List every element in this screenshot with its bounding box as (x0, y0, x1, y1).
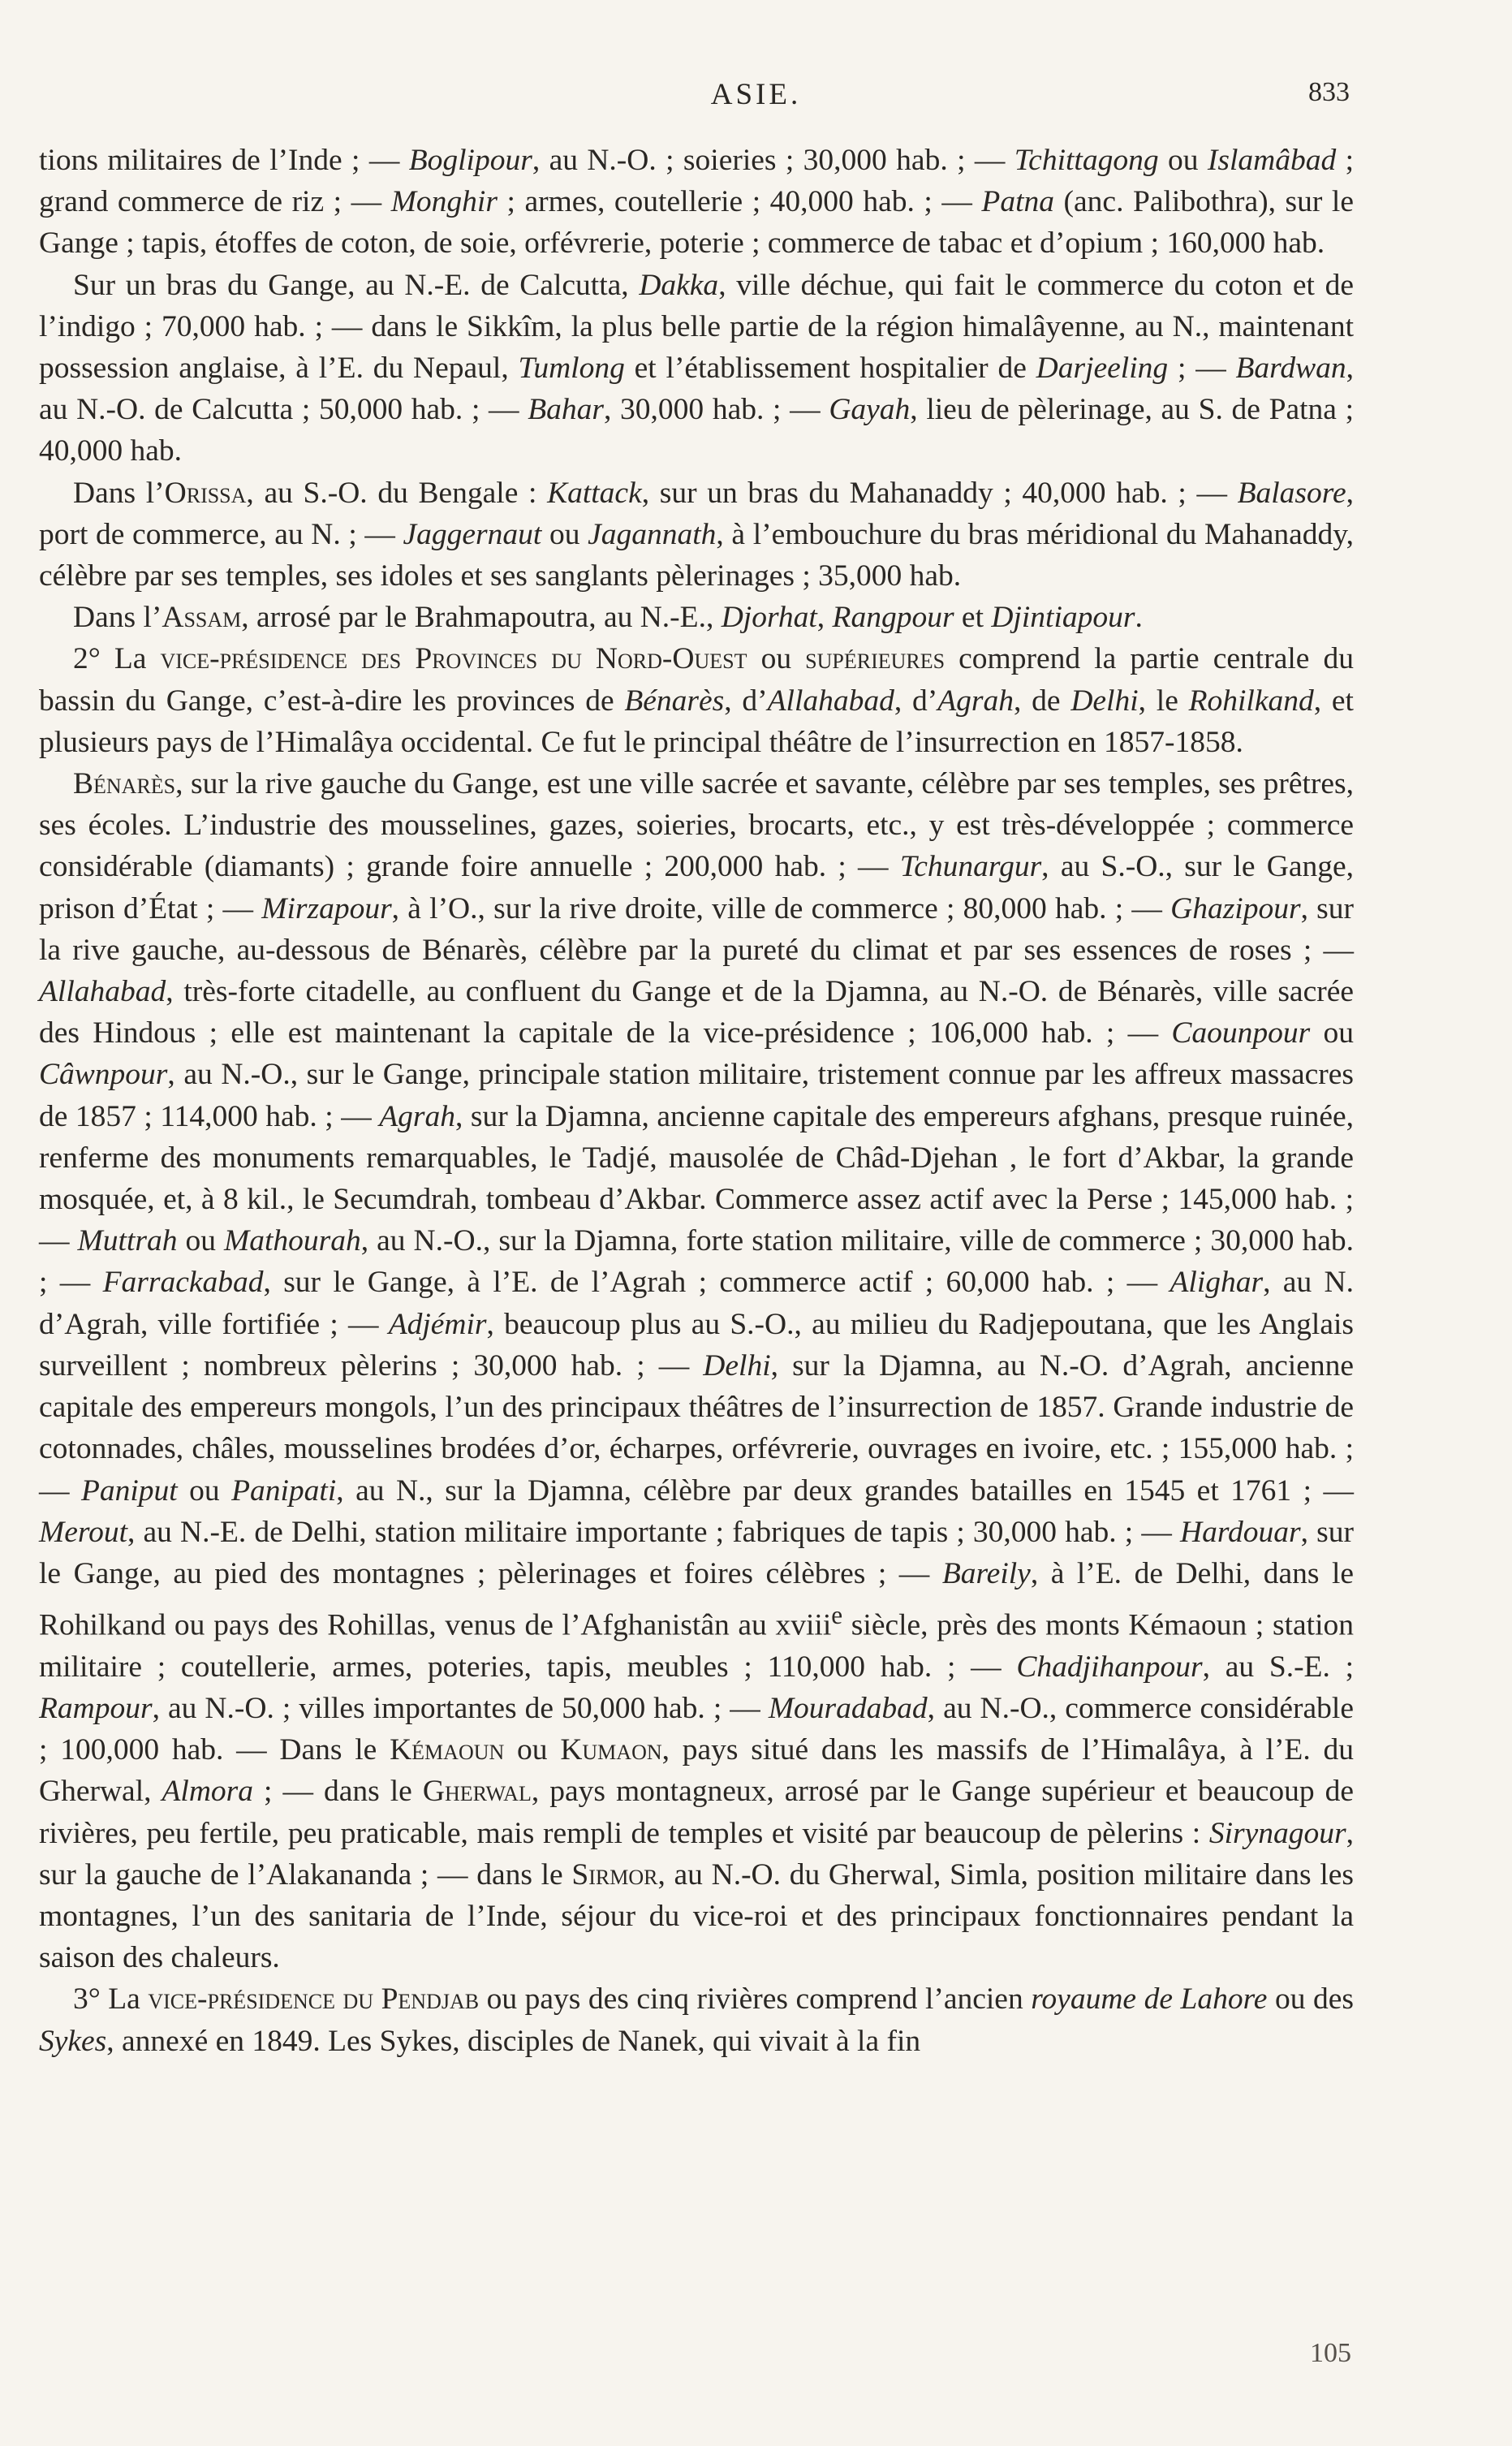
place-name: Bareily (941, 1556, 1031, 1590)
text-run: , sur la Djamna, ancienne capitale des empereurs afghans, presque ruinée, renferme des monuments remarquables, le Tadjé, mausolée de Châd-Djehan , le fort d’Akbar, la grande mosquée, et, à 8 kil., le Secumdrah, tombeau d’Akbar. Commerce assez actif avec la Perse ; 145,000 hab. ; — (39, 1099, 1354, 1258)
text-run: , au N., sur la Djamna, célèbre par deux grandes batailles en 1545 et 1761 ; — (336, 1473, 1354, 1508)
text-run: , beaucoup plus au S.-O., au milieu du Radjepoutana, que les Anglais surveillent ; nombreux pèlerins ; 30,000 hab. ; — (39, 1307, 1354, 1383)
text-run: Dans l’ (73, 601, 162, 635)
place-name: Djintiapour (991, 601, 1135, 635)
text-run: , (816, 601, 833, 635)
paragraph (39, 763, 1354, 1978)
text-run: ou (541, 517, 588, 551)
place-name: Chadjihanpour (1016, 1650, 1203, 1684)
text-run: , sur le Gange, au pied des montagnes ; pèlerinages et foires célèbres ; — (39, 1515, 1354, 1590)
text-run: , port de commerce, au N. ; — (39, 476, 1354, 551)
place-name: Mirzapour (261, 891, 392, 925)
text-run: et (954, 601, 992, 635)
text-run: , sur la gauche de l’Alakananda ; — dans le (39, 1816, 1354, 1892)
text-run: , pays situé dans les massifs de l’Himalâya, à l’E. du Gherwal, (39, 1733, 1354, 1809)
place-name: Allahabad (39, 975, 166, 1009)
text-run: ou (504, 1733, 561, 1767)
place-name: Bénarès (624, 684, 725, 718)
place-name: Tchunargur (899, 850, 1042, 884)
place-name: Sykes (39, 2024, 107, 2058)
place-name: royaume de Lahore (1031, 1982, 1268, 2017)
place-name: Merout (39, 1515, 128, 1549)
text-run: Dans l’ (73, 476, 165, 510)
place-name: Tchittagong (1014, 144, 1159, 177)
text-run: ; armes, coutellerie ; 40,000 hab. ; — (497, 185, 982, 219)
text-run: , très-forte citadelle, au confluent du Gange et de la Djamna, au N.-O. de Bénarès, ville sacrée des Hindous ; elle est maintenant la capitale de la vice-présidence ; 106,000 hab. ; — (39, 975, 1354, 1050)
region-name: vice-présidence du Pendjab (148, 1982, 480, 2017)
place-name: Delhi (1070, 684, 1139, 718)
place-name: Panipati (231, 1473, 337, 1508)
text-run: tions militaires de l’Inde ; — (39, 144, 409, 177)
place-name: Darjeeling (1036, 352, 1169, 386)
text-run: ; — (1168, 352, 1236, 386)
text-run: , au S.-O. du Bengale : (246, 476, 548, 510)
region-name: vice-présidence des Provinces du Nord-Ouest (160, 642, 747, 676)
text-run: ou (1310, 1016, 1355, 1050)
text-run: , le (1138, 684, 1189, 718)
text-run: , lieu de pèlerinage, au S. de Patna ; 40,000 hab. (39, 393, 1354, 468)
place-name: Caounpour (1171, 1016, 1311, 1050)
region-name: Orissa (164, 476, 247, 510)
text-run: , sur le Gange, à l’E. de l’Agrah ; commerce actif ; 60,000 hab. ; — (263, 1266, 1170, 1300)
text-run: , au N.-O. du Gherwal, Simla, position militaire dans les montagnes, l’un des sanitaria de l’Inde, séjour du vice-roi et des principaux fonctionnaires pendant la saison des chaleurs. (39, 1857, 1354, 1975)
place-name: Câwnpour (39, 1058, 168, 1092)
place-name: Almora (162, 1775, 254, 1809)
text-run: , au N. d’Agrah, ville fortifiée ; — (39, 1266, 1355, 1341)
text-run: , sur la rive gauche du Gange, est une ville sacrée et savante, célèbre par ses temples, ses prêtres, ses écoles. L’industrie des mousselines, gazes, soieries, brocarts, etc., y est très-développée ; commerce considérable (diamants) ; grande foire annuelle ; 200,000 hab. ; — (39, 767, 1354, 884)
text-run: , au S.-E. ; (1202, 1650, 1354, 1684)
place-name: Bardwan (1235, 352, 1346, 386)
place-name: Mathourah (224, 1224, 361, 1258)
running-title: ASIE. (710, 78, 802, 111)
text-run: , 30,000 hab. ; — (603, 393, 829, 427)
text-run: comprend la partie centrale du bassin du Gange, c’est-à-dire les provinces de (39, 642, 1354, 718)
text-run: , au S.-O., sur le Gange, prison d’État ; — (39, 850, 1354, 925)
text-run: , à l’O., sur la rive droite, ville de commerce ; 80,000 hab. ; — (391, 891, 1171, 925)
place-name: Kattack (547, 476, 642, 510)
place-name: Jaggernaut (403, 517, 542, 551)
running-head (0, 77, 1512, 126)
text-run: , au N.-O. ; soieries ; 30,000 hab. ; — (532, 144, 1014, 177)
text-run: , pays montagneux, arrosé par le Gange supérieur et beaucoup de rivières, peu fertile, peu praticable, mais rempli de temples et visité par beaucoup de pèlerins : (39, 1775, 1355, 1850)
place-name: Farrackabad (102, 1266, 264, 1300)
region-name: Assam (162, 601, 242, 635)
place-name: Ghazipour (1170, 891, 1301, 925)
place-name: Jagannath (588, 517, 717, 551)
place-name: Agrah (937, 684, 1014, 718)
text-run: , au N.-O., sur le Gange, principale station militaire, tristement connue par les affreux massacres de 1857 ; 114,000 hab. ; — (39, 1058, 1354, 1133)
text-run: , d’ (724, 684, 768, 718)
paragraph (39, 1978, 1354, 2061)
text-run: , ville déchue, qui fait le commerce du coton et de l’indigo ; 70,000 hab. ; — dans le Sikkîm, la plus belle partie de la région himalâyenne, au N., maintenant possession anglaise, à l’E. du Nepaul, (39, 268, 1354, 386)
paragraph (39, 638, 1354, 763)
place-name: Boglipour (408, 144, 532, 177)
body-text (39, 140, 1354, 2062)
text-run: ou (1158, 144, 1208, 177)
place-name: Allahabad (767, 684, 894, 718)
text-run: , au N.-O. de Calcutta ; 50,000 hab. ; — (39, 352, 1355, 427)
text-run: , au N.-O., sur la Djamna, forte station militaire, ville de commerce ; 30,000 hab. ; — (39, 1224, 1355, 1300)
text-run: (anc. Palibothra), sur le Gange ; tapis, étoffes de coton, de soie, orfévrerie, poterie ; commerce de tabac et d’opium ; 160,000 hab. (39, 185, 1354, 261)
text-run: , annexé en 1849. Les Sykes, disciples de Nanek, qui vivait à la fin (106, 2024, 921, 2058)
text-run: et l’établissement hospitalier de (624, 352, 1036, 386)
place-name: Tumlong (518, 352, 625, 386)
text-run: siècle, près des monts Kémaoun ; station militaire ; coutellerie, armes, poteries, tapis, meubles ; 110,000 hab. ; — (39, 1608, 1355, 1684)
text-run: , sur la Djamna, au N.-O. d’Agrah, ancienne capitale des empereurs mongols, l’un des principaux théâtres de l’insurrection de 1857. Grande industrie de cotonnades, châles, mousselines brodées d’or, écharpes, orfévrerie, ouvrages en ivoire, etc. ; 155,000 hab. ; — (39, 1348, 1354, 1508)
paragraph (39, 265, 1354, 472)
place-name: Monghir (390, 185, 498, 219)
region-name: Kumaon (560, 1733, 662, 1767)
paragraph (39, 597, 1354, 638)
region-name: Bénarès (73, 767, 176, 801)
place-name: Bahar (528, 393, 604, 427)
region-name: Kémaoun (390, 1733, 505, 1767)
paragraph (39, 140, 1354, 265)
text-run: ou (177, 1224, 224, 1258)
text-run: ou (177, 1473, 232, 1508)
place-name: Agrah (379, 1099, 455, 1133)
text-run: , au N.-O., commerce considérable ; 100,000 hab. — Dans le (39, 1692, 1354, 1767)
text-run: 3° La (73, 1982, 149, 2017)
place-name: Balasore (1237, 476, 1346, 510)
text-run: . (1135, 601, 1143, 635)
text-run: 2° La (73, 642, 161, 676)
place-name: Patna (981, 185, 1054, 219)
place-name: Rangpour (832, 601, 954, 635)
signature-mark: 105 (1310, 2338, 1351, 2368)
place-name: Rohilkand (1188, 684, 1314, 718)
region-name: supérieures (805, 642, 946, 676)
place-name: Gayah (829, 393, 911, 427)
place-name: Djorhat (721, 601, 817, 635)
text-run: ou pays des cinq rivières comprend l’ancien (479, 1982, 1032, 2017)
text-run: , et plusieurs pays de l’Himalâya occidental. Ce fut le principal théâtre de l’insurrection en 1857-1858. (39, 684, 1354, 759)
text-run: Sur un bras du Gange, au N.-E. de Calcutta, (73, 268, 640, 302)
place-name: Delhi (703, 1348, 771, 1383)
place-name: Dakka (639, 268, 719, 302)
text-run: , sur un bras du Mahanaddy ; 40,000 hab. ; — (641, 476, 1238, 510)
place-name: Rampour (39, 1692, 153, 1726)
text-run: , au N.-O. ; villes importantes de 50,000 hab. ; — (152, 1692, 769, 1726)
text-run: , à l’embouchure du bras méridional du Mahanaddy, célèbre par ses temples, ses idoles et ses sanglants pèlerinages ; 35,000 hab. (39, 517, 1354, 593)
text-run: , à l’E. de Delhi, dans le Rohilkand ou pays des Rohillas, venus de l’Afghanistân au xviii (39, 1556, 1355, 1642)
paragraph (39, 472, 1354, 597)
place-name: Islamâbad (1207, 144, 1337, 177)
place-name: Sirynagour (1208, 1816, 1346, 1850)
text-run: ou (747, 642, 806, 676)
region-name: Sirmor (571, 1857, 658, 1892)
place-name: Alighar (1170, 1266, 1264, 1300)
text-run: ; — dans le (253, 1775, 423, 1809)
text-run: , sur la rive gauche, au-dessous de Bénarès, célèbre par la pureté du climat et par ses essences de roses ; — (39, 891, 1355, 967)
place-name: Muttrah (77, 1224, 178, 1258)
text-run: , d’ (894, 684, 938, 718)
region-name: Gherwal (422, 1775, 532, 1809)
text-run: e (831, 1601, 843, 1630)
place-name: Hardouar (1180, 1515, 1301, 1549)
place-name: Paniput (80, 1473, 178, 1508)
text-run: ou des (1267, 1982, 1354, 2017)
text-run: ; grand commerce de riz ; — (39, 144, 1355, 219)
place-name: Mouradabad (768, 1692, 928, 1726)
text-run: , de (1014, 684, 1071, 718)
text-run: , arrosé par le Brahmapoutra, au N.-E., (241, 601, 722, 635)
text-run: , au N.-E. de Delhi, station militaire importante ; fabriques de tapis ; 30,000 hab. ; — (127, 1515, 1180, 1549)
place-name: Adjémir (388, 1307, 487, 1341)
page-number: 833 (1308, 77, 1350, 107)
